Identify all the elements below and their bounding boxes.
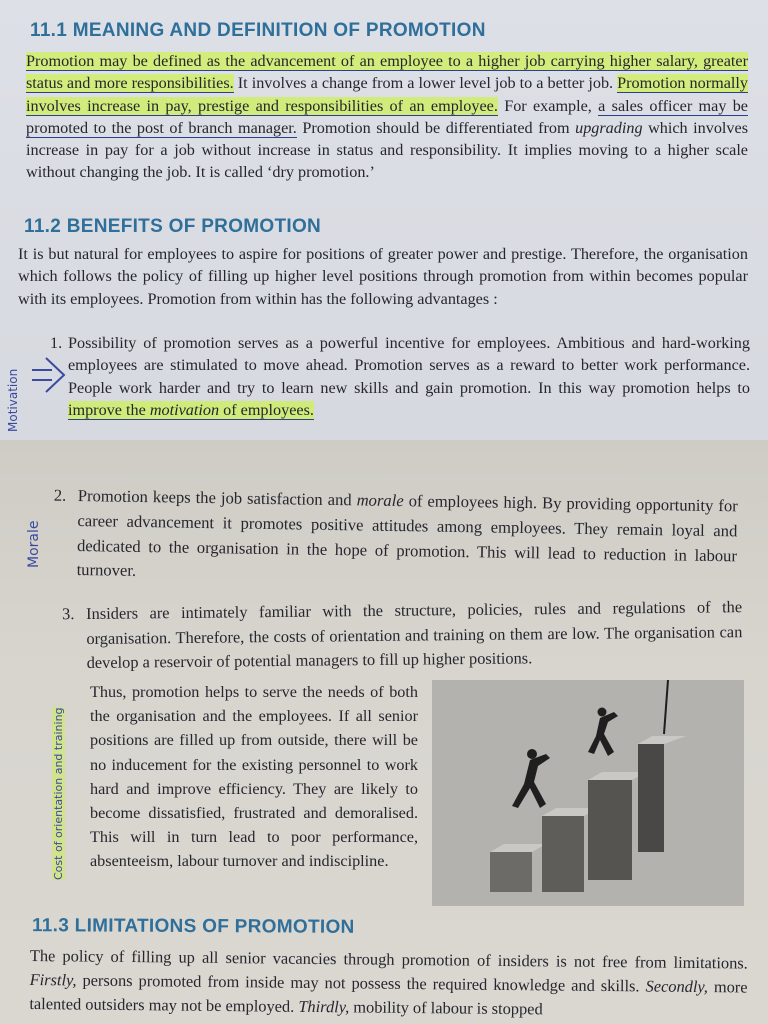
benefit-item-1 — [50, 332, 750, 421]
benefit-item-2-number: 2. — [53, 485, 67, 505]
margin-note-morale: Morale — [26, 520, 42, 568]
benefit-item-3-number: 3. — [62, 604, 75, 624]
example-text: For example, — [497, 96, 599, 115]
benefit-item-2 — [53, 484, 738, 594]
section-heading-11-3: 11.3 LIMITATIONS OF PROMOTION — [31, 915, 355, 938]
example-underline: a sales officer may be promoted to the post of branch manager. — [26, 96, 748, 137]
pay-prestige-highlight: Promotion normally involves increase in pay, prestige and responsibilities of an employee. — [26, 74, 748, 115]
definition-text: It involves a change from a lower level job to a better job. — [233, 74, 614, 93]
benefit-item-3-text: Insiders are intimately familiar with the structure, policies, rules and regulations of the organisation. Therefore, the costs of orientation and training on them are low. The organisation can develop a reservoir of potential managers to fill up higher positions. — [86, 597, 743, 673]
section-heading-11-1: 11.1 MEANING AND DEFINITION OF PROMOTION — [30, 20, 486, 41]
section-heading-11-2: 11.2 BENEFITS OF PROMOTION — [24, 216, 322, 237]
definition-paragraph — [26, 50, 748, 184]
upgrading-text: Promotion should be differentiated from — [296, 118, 576, 137]
benefits-intro-paragraph: It is but natural for employees to aspire for positions of greater power and prestige. Therefore, the organisation which follows the policy of filling up higher level positions through promotion from within becomes popular with its employees. Promotion from within has the following advantages : — [18, 245, 748, 308]
limitations-paragraph: The policy of filling up all senior vacancies through promotion of insiders is not free from limitations. Firstly, persons promoted from inside may not possess the required knowledge and skills. Secondly, more talented outsiders may not be employed. Thirdly, mobility of labour is stopped — [29, 945, 748, 1018]
benefit-item-3-continued: Thus, promotion helps to serve the needs of both the organisation and the employees. If all senior positions are filled up from outside, there will be no inducement for the existing personnel to work hard and improve efficiency. They are likely to become dissatisfied, frustrated and demoralised. This will in turn lead to poor performance, absenteeism, labour turnover and indiscipline. — [90, 683, 418, 871]
arrow-icon — [28, 350, 68, 400]
upgrading-term: upgrading — [575, 118, 643, 137]
bottom-photo-panel — [0, 440, 768, 1024]
margin-note-orientation: Cost of orientation and training — [52, 707, 65, 880]
motivation-highlight: improve the motivation of employees. — [68, 400, 314, 419]
career-steps-illustration — [432, 680, 744, 906]
morale-term: morale — [356, 490, 404, 511]
dry-promotion-text: which involves increase in pay for a job without increase in status and responsibility. It implies moving to a higher scale without changing the job. It is called ‘dry promotion.’ — [26, 118, 748, 182]
margin-note-motivation: Motivation — [6, 368, 20, 432]
benefit-item-1-number: 1. — [50, 334, 63, 352]
benefit-item-1-text: Possibility of promotion serves as a powerful incentive for employees. Ambitious and hard-working employees are stimulated to move ahead. Promotion serves as a reward to better work performance. People work harder and try to learn new skills and gain promotion. In this way promotion helps to — [68, 334, 750, 397]
benefit-item-3 — [62, 595, 743, 676]
definition-highlight: Promotion may be defined as the advancement of an employee to a higher job carrying higher salary, greater status and more responsibilities. — [26, 52, 748, 93]
top-photo-panel — [0, 0, 768, 440]
benefit-item-2-text-end: of employees high. By providing opportunity for career advancement it promotes positive attitudes among employees. They remain loyal and dedicated to the organisation in the hope of promotion. This will lead to reduction in labour turnover. — [76, 491, 738, 581]
benefit-item-2-text: Promotion keeps the job satisfaction and — [77, 485, 357, 510]
